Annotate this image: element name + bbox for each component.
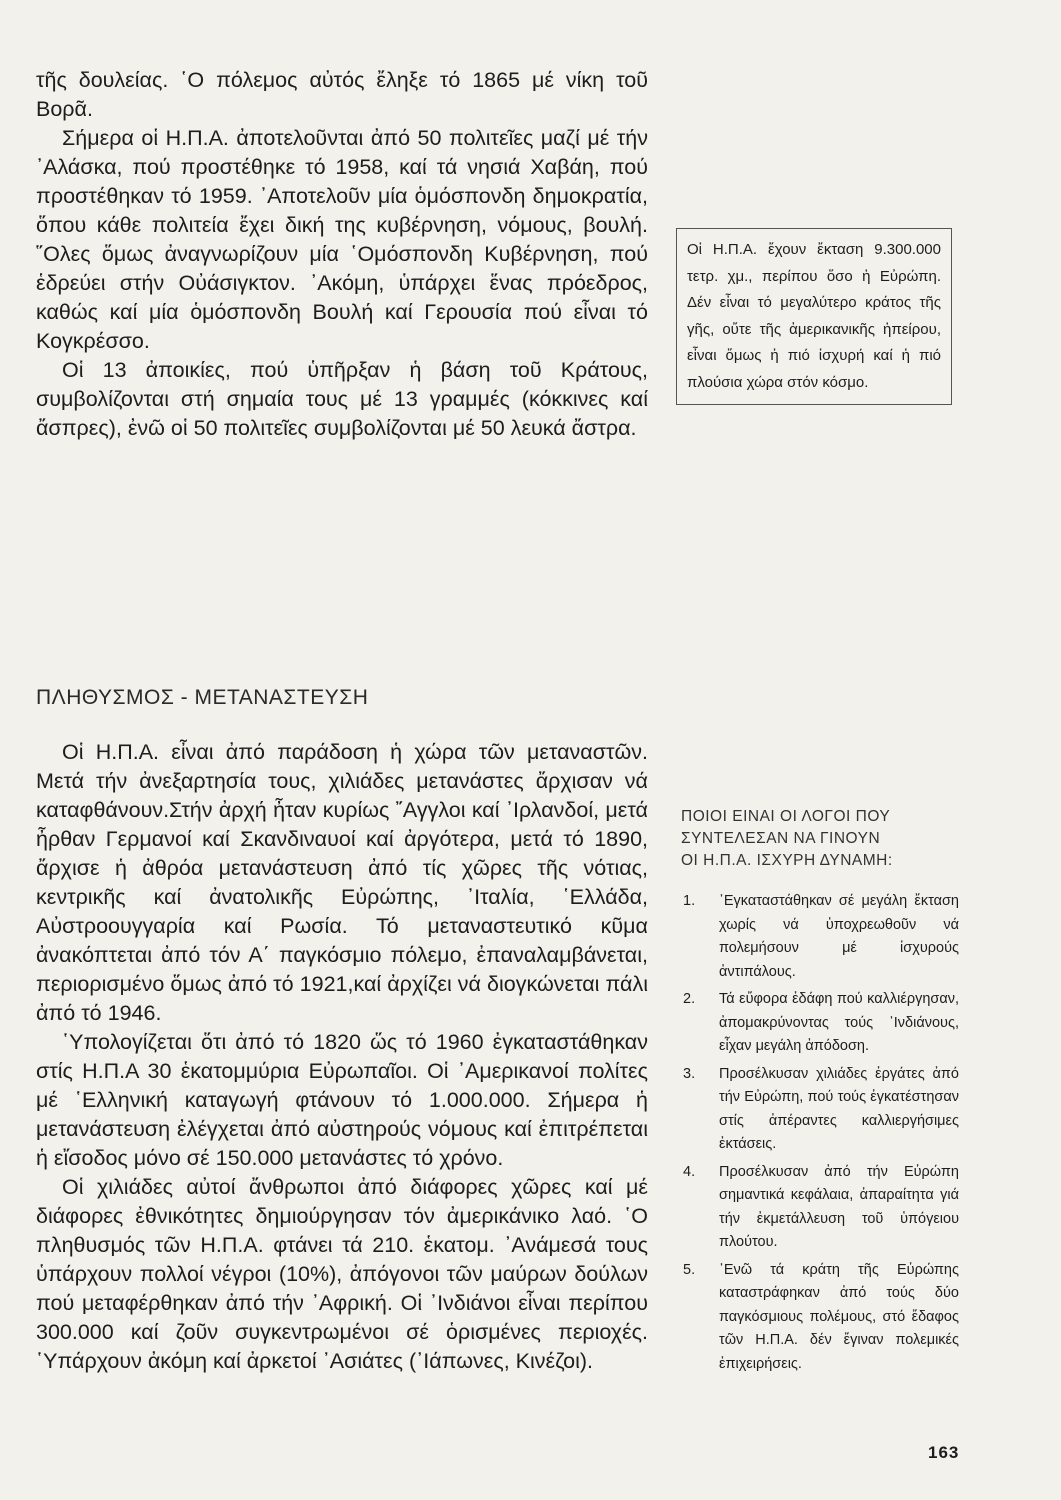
sidebar-heading-line: ΟΙ Η.Π.Α. ΙΣΧΥΡΗ ΔΥΝΑΜΗ:: [681, 852, 893, 869]
area-callout-box: [676, 228, 952, 405]
list-item: [681, 1259, 959, 1377]
list-item-number: 2.: [683, 991, 696, 1007]
section-paragraph-1: Οἱ Η.Π.Α. εἶναι ἀπό παράδοση ἡ χώρα τῶν μεταναστῶν. Μετά τήν ἀνεξαρτησία τους, χιλιάδες μετανάστες ἄρχισαν νά καταφθάνουν.Στήν ἀρχή ἦταν κυρίως ῎Αγγλοι καί ᾿Ιρλανδοί, μετά ἦρθαν Γερμανοί καί Σκανδιναυοί καί ἀργότερα, μετά τό 1890, ἄρχισε ἡ ἀθρόα μετανάστευση ἀπό τίς χῶρες τῆς νότιας, κεντρικῆς καί ἀνατολικῆς Εὐρώπης, ᾿Ιταλία, ῾Ελλάδα, Αὐστροουγγαρία καί Ρωσία. Τό μεταναστευτικό κῦμα ἀνακόπτεται ἀπό τόν Α΄ παγκόσμιο πόλεμο, ἐπαναλαμβάνεται, περιορισμένο ὅμως ἀπό τό 1921,καί ἀρχίζει νά διογκώνεται πάλι ἀπό τό 1946.: [36, 740, 648, 1025]
list-item-number: 3.: [683, 1065, 696, 1082]
page-number: 163: [928, 1443, 960, 1462]
callout-text: Οἱ Η.Π.Α. ἔχουν ἔκταση 9.300.000 τετρ. χμ., περίπου ὅσο ἡ Εὐρώπη. Δέν εἶναι τό μεγαλύτερο κράτος τῆς γῆς, οὔτε τῆς ἀμερικανικῆς ἠπείρου, εἶναι ὅμως ἡ πιό ἰσχυρή καί ἡ πιό πλούσια χώρα στόν κόσμο.: [687, 241, 941, 391]
reasons-sidebar: [681, 806, 959, 1380]
population-section: [36, 686, 648, 1376]
intro-paragraph-3: Οἱ 13 ἀποικίες, πού ὑπῆρξαν ἡ βάση τοῦ Κράτους, συμβολίζονται στή σημαία τους μέ 13 γραμμές (κόκκινες καί ἄσπρες), ἐνῶ οἱ 50 πολιτεῖες συμβολίζονται μέ 50 λευκά ἄστρα.: [36, 358, 648, 440]
list-item-text: Τά εὔφορα ἐδάφη πού καλλιέργησαν, ἀπομακρύνοντας τούς ᾿Ινδιάνους, εἶχαν μεγάλη ἀπόδοση.: [719, 991, 959, 1054]
intro-paragraph-1: τῆς δουλείας. ῾Ο πόλεμος αὐτός ἔληξε τό 1865 μέ νίκη τοῦ Βορᾶ.: [36, 68, 648, 121]
list-item-number: 1.: [683, 893, 696, 909]
list-item-number: 5.: [683, 1261, 696, 1278]
list-item: [681, 1161, 959, 1255]
sidebar-heading-line: ΣΥΝΤΕΛΕΣΑΝ ΝΑ ΓΙΝΟΥΝ: [681, 830, 881, 847]
list-item-number: 4.: [683, 1163, 696, 1180]
intro-paragraph-2: Σήμερα οἱ Η.Π.Α. ἀποτελοῦνται ἀπό 50 πολιτεῖες μαζί μέ τήν ᾿Αλάσκα, πού προστέθηκε τό 1958, καί τά νησιά Χαβάη, πού προστέθηκαν τό 1959. ᾿Αποτελοῦν μία ὁμόσπονδη δημοκρατία, ὅπου κάθε πολιτεία ἔχει δική της κυβέρνηση, νόμους, βουλή. ῞Ολες ὅμως ἀναγνωρίζουν μία ῾Ομόσπονδη Κυβέρνηση, πού ἑδρεύει στήν Οὐάσιγκτον. ᾿Ακόμη, ὑπάρχει ἕνας πρόεδρος, καθώς καί μία ὁμόσπονδη Βουλή καί Γερουσία πού εἶναι τό Κογκρέσσο.: [36, 126, 648, 353]
list-item-text: ᾿Ενῶ τά κράτη τῆς Εὐρώπης καταστράφηκαν ἀπό τούς δύο παγκόσμιους πολέμους, στό ἔδαφος τῶν Η.Π.Α. δέν ἔγιναν πολεμικές ἐπιχειρήσεις.: [719, 1261, 959, 1372]
list-item-text: Προσέλκυσαν ἀπό τήν Εὐρώπη σημαντικά κεφάλαια, ἀπαραίτητα γιά τήν ἐκμετάλλευση τοῦ ὑπόγειου πλούτου.: [719, 1163, 959, 1250]
list-item-text: ᾿Εγκαταστάθηκαν σέ μεγάλη ἔκταση χωρίς νά ὑποχρεωθοῦν νά πολεμήσουν μέ ἰσχυρούς ἀντιπάλους.: [719, 893, 959, 980]
list-item: [681, 988, 959, 1059]
list-item: [681, 890, 959, 984]
section-paragraph-3: Οἱ χιλιάδες αὐτοί ἄνθρωποι ἀπό διάφορες χῶρες καί μέ διάφορες ἐθνικότητες δημιούργησαν τόν ἀμερικάνικο λαό. ῾Ο πληθυσμός τῶν Η.Π.Α. φτάνει τά 210. ἑκατομ. ᾿Ανάμεσά τους ὑπάρχουν πολλοί νέγροι (10%), ἀπόγονοι τῶν μαύρων δούλων πού μεταφέρθηκαν ἀπό τήν ᾿Αφρική. Οἱ ᾿Ινδιάνοι εἶναι περίπου 300.000 καί ζοῦν συγκεντρωμένοι σέ ὁρισμένες περιοχές. ῾Υπάρχουν ἀκόμη καί ἀρκετοί ᾿Ασιάτες (᾿Ιάπωνες, Κινέζοι).: [36, 1175, 648, 1373]
section-paragraph-2: ῾Υπολογίζεται ὅτι ἀπό τό 1820 ὥς τό 1960 ἐγκαταστάθηκαν στίς Η.Π.Α 30 ἑκατομμύρια Εὐρωπαῖοι. Οἱ ᾿Αμερικανοί πολίτες μέ ῾Ελληνική καταγωγή φτάνουν τό 1.000.000. Σήμερα ἡ μετανάστευση ἐλέγχεται ἀπό αὐστηρούς νόμους καί ἐπιτρέπεται ἡ εἴσοδος μόνο σέ 150.000 μετανάστες τό χρόνο.: [36, 1030, 648, 1170]
sidebar-heading-line: ΠΟΙΟΙ ΕΙΝΑΙ ΟΙ ΛΟΓΟΙ ΠΟΥ: [681, 808, 891, 825]
list-item-text: Προσέλκυσαν χιλιάδες ἐργάτες ἀπό τήν Εὐρώπη, πού τούς ἐγκατέστησαν στίς ἀπέραντες καλλιεργήσιμες ἐκτάσεις.: [719, 1065, 959, 1152]
sidebar-heading: [681, 806, 959, 872]
list-item: [681, 1063, 959, 1157]
intro-text: [36, 66, 648, 443]
reasons-list: [681, 890, 959, 1376]
section-title: ΠΛΗΘΥΣΜΟΣ - ΜΕΤΑΝΑΣΤΕΥΣΗ: [36, 686, 369, 709]
